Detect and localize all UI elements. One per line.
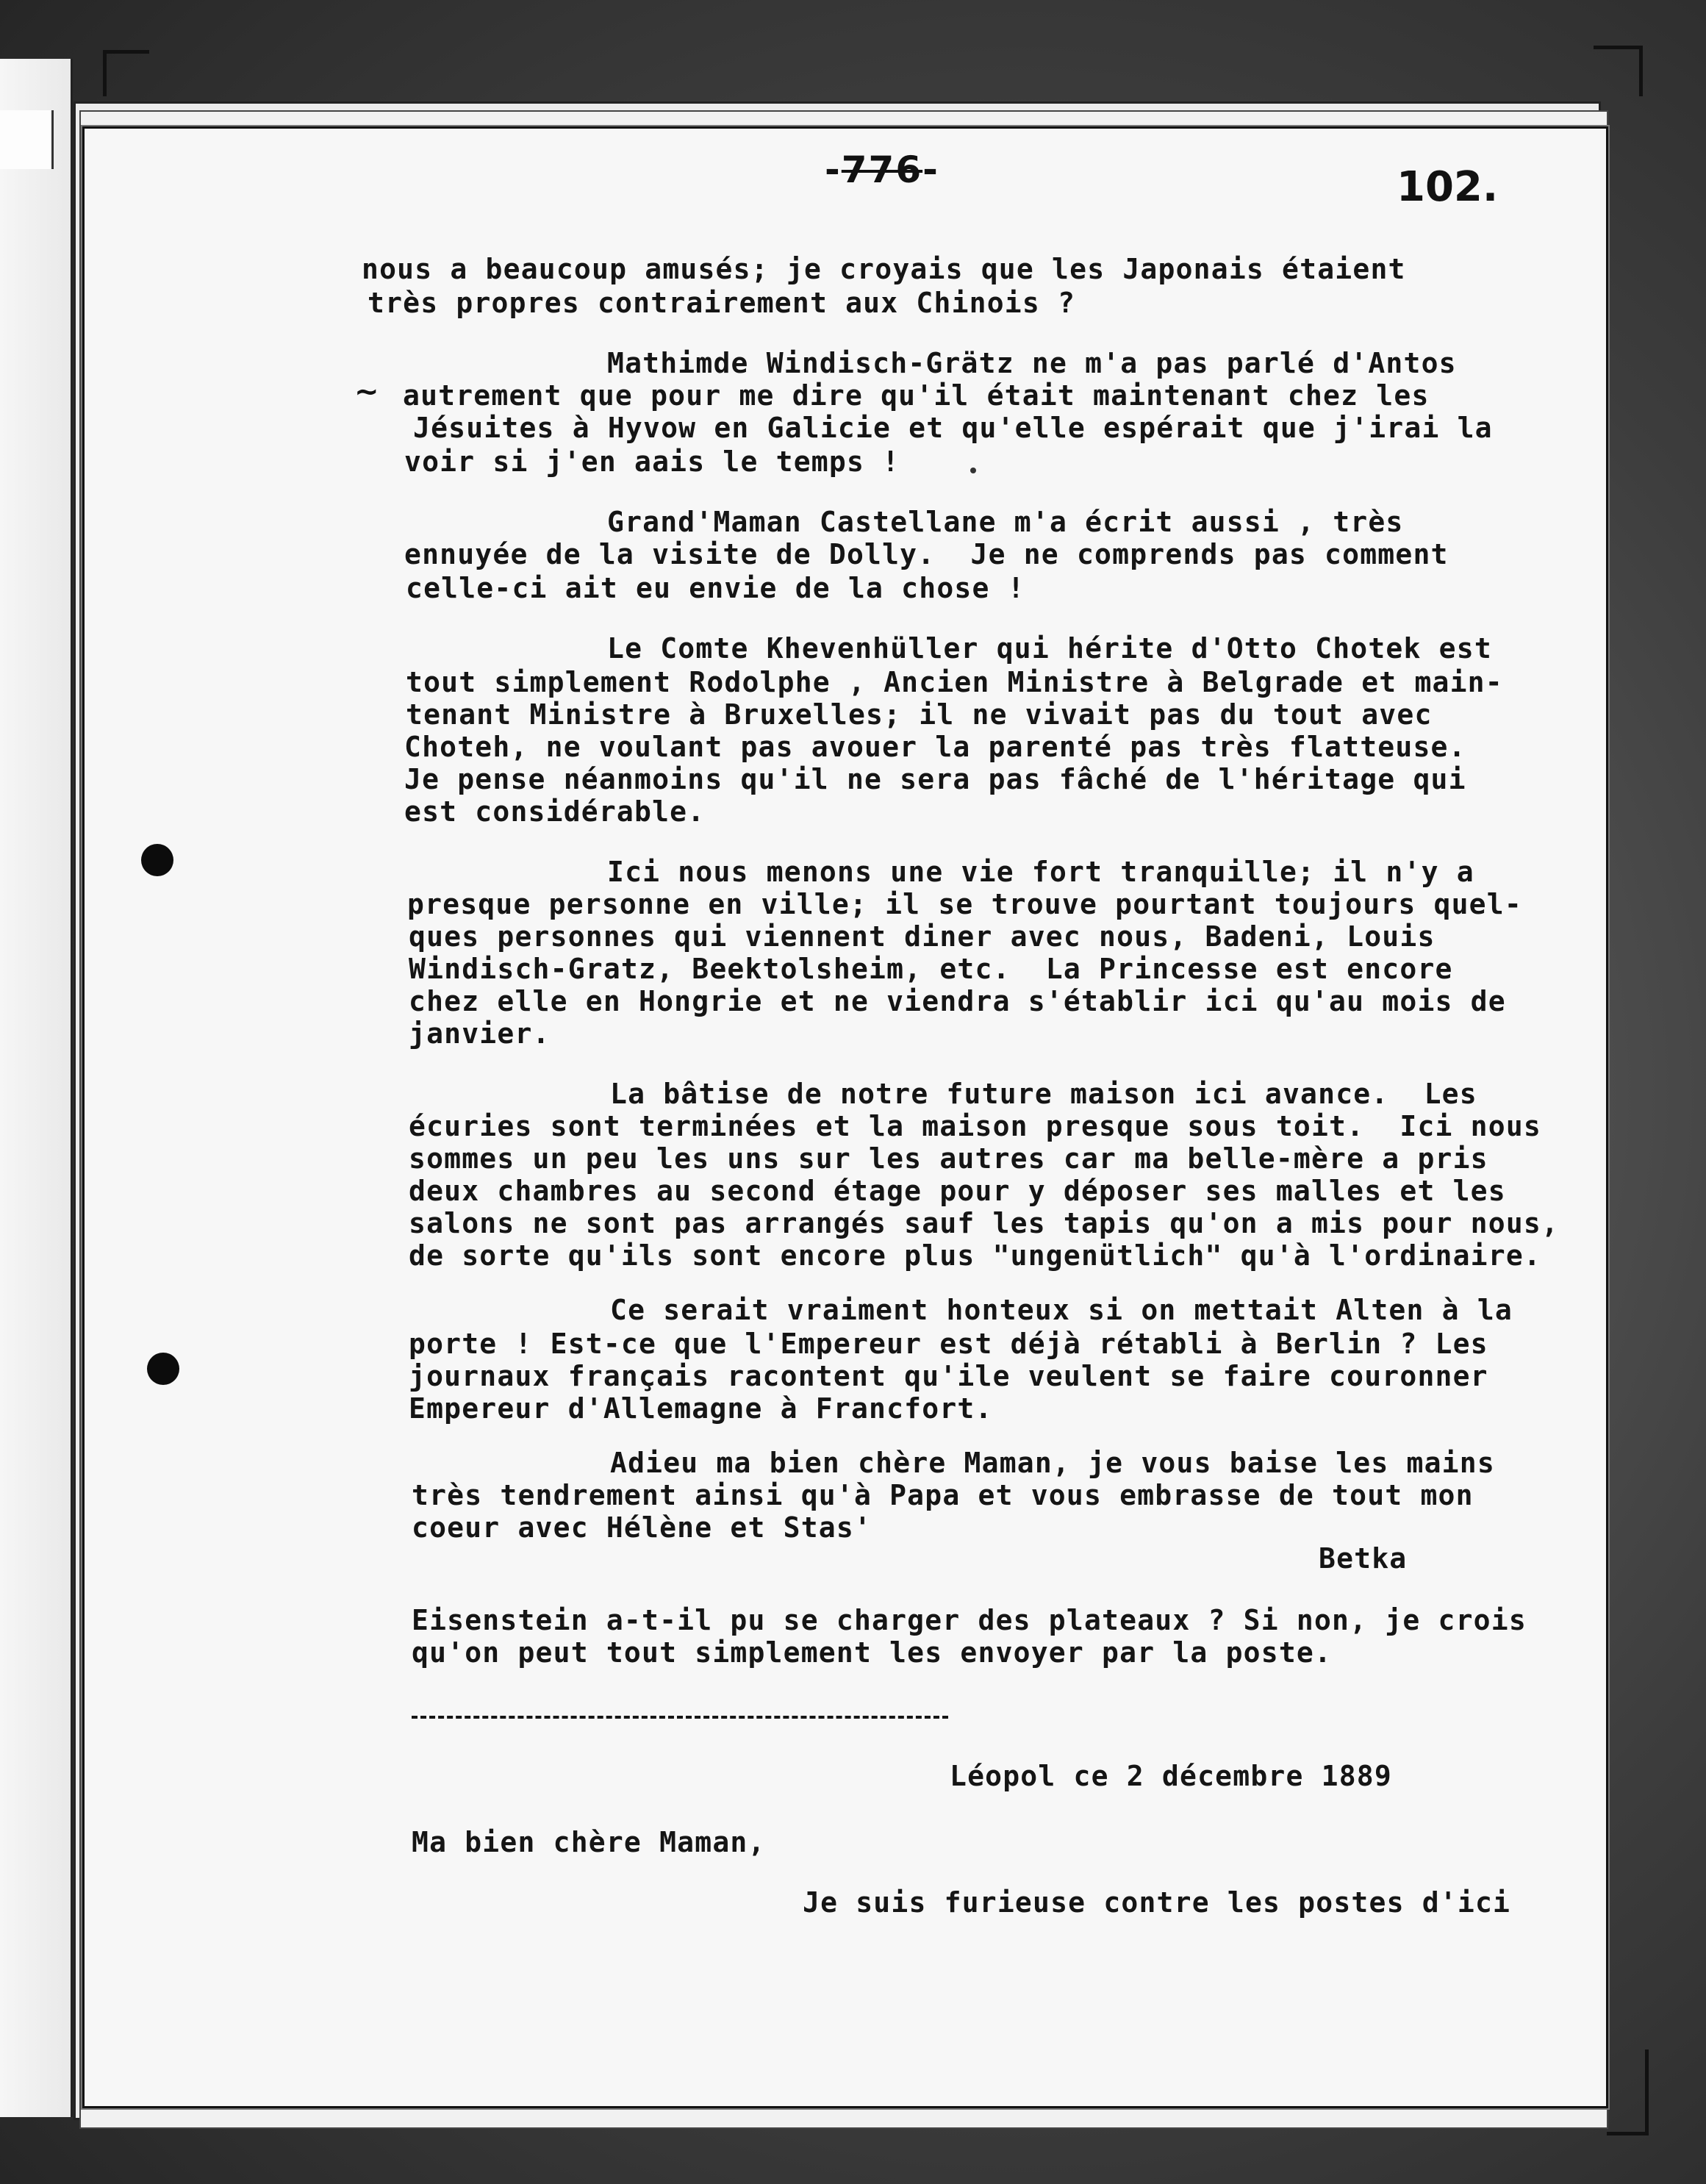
letter-salutation: Ma bien chère Maman, [412,1826,766,1858]
letter-line: Ici nous menons une vie fort tranquille; il n'y a [607,856,1474,888]
letter-line: celle-ci ait eu envie de la chose ! [406,572,1025,604]
letter-line: Jésuites à Hyvow en Galicie et qu'elle espérait que j'irai la [413,412,1493,444]
letter-line: La bâtise de notre future maison ici avance. Les [610,1078,1477,1110]
letter-line: porte ! Est-ce que l'Empereur est déjà rétabli à Berlin ? Les [409,1328,1488,1360]
postscript-line: qu'on peut tout simplement les envoyer par la poste. [412,1636,1333,1669]
crop-mark-bottom-right [1607,2049,1649,2135]
letter-line: ennuyée de la visite de Dolly. Je ne comprends pas comment [404,538,1449,570]
letter-line: presque personne en ville; il se trouve pourtant toujours quel- [407,888,1522,920]
letter-line: coeur avec Hélène et Stas' [412,1511,872,1544]
letter-line: Ce serait vraiment honteux si on mettait Alten à la [610,1294,1513,1326]
letter-line: chez elle en Hongrie et ne viendra s'établir ici qu'au mois de [409,985,1506,1017]
letter-line: autrement que pour me dire qu'il était maintenant chez les [403,379,1430,412]
letter-line: Je suis furieuse contre les postes d'ici [803,1886,1511,1919]
letter-line: Mathimde Windisch-Grätz ne m'a pas parlé d'Antos [607,347,1457,379]
letter-line: voir si j'en aais le temps ! [404,445,900,478]
letter-line: Grand'Maman Castellane m'a écrit aussi , très [607,506,1404,538]
postscript-line: Eisenstein a-t-il pu se charger des plateaux ? Si non, je crois [412,1604,1527,1636]
letter-line: est considérable. [404,795,706,828]
letter-line: deux chambres au second étage pour y déposer ses malles et les [409,1175,1506,1207]
letter-line: écuries sont terminées et la maison presque sous toit. Ici nous [409,1110,1541,1142]
new-page-number: 102. [1397,163,1499,211]
separator-rule [412,1716,948,1719]
signature: Betka [1319,1542,1408,1575]
letter-line: ques personnes qui viennent diner avec nous, Badeni, Louis [409,920,1436,953]
old-page-number: -776- [825,148,939,191]
letter-line: nous a beaucoup amusés; je croyais que les Japonais étaient [362,253,1406,285]
letter-line: tout simplement Rodolphe , Ancien Ministre à Belgrade et main- [406,666,1503,698]
letter-line: Choteh, ne voulant pas avouer la parenté pas très flatteuse. [404,731,1466,763]
letter-line: Adieu ma bien chère Maman, je vous baise les mains [610,1447,1495,1479]
letter-line: de sorte qu'ils sont encore plus "ungenütlich" qu'à l'ordinaire. [409,1239,1541,1272]
punch-hole [141,844,173,876]
letter-line: Le Comte Khevenhüller qui hérite d'Otto Chotek est [607,632,1492,665]
adjacent-page-tab [0,110,54,169]
letter-line: Je pense néanmoins qu'il ne sera pas fâché de l'héritage qui [404,763,1466,795]
letter-line: très tendrement ainsi qu'à Papa et vous embrasse de tout mon [412,1479,1474,1511]
letter-line: tenant Ministre à Bruxelles; il ne vivait pas du tout avec [406,698,1433,731]
margin-mark: ~ [354,375,379,409]
adjacent-page-edge [0,59,73,2117]
letter-line: Empereur d'Allemagne à Francfort. [409,1392,993,1425]
letter-line: sommes un peu les uns sur les autres car ma belle-mère a pris [409,1142,1488,1175]
letter-line: très propres contrairement aux Chinois ? [368,287,1076,319]
letter-line: janvier. [409,1017,551,1050]
ink-dot [970,468,976,473]
punch-hole [147,1353,179,1385]
crop-mark-top-right [1594,46,1643,96]
letter-line: journaux français racontent qu'ile veulent se faire couronner [409,1360,1488,1392]
letter-line: Windisch-Gratz, Beektolsheim, etc. La Princesse est encore [409,953,1453,985]
letter-line: salons ne sont pas arrangés sauf les tapis qu'on a mis pour nous, [409,1207,1560,1239]
letter-date: Léopol ce 2 décembre 1889 [950,1760,1392,1792]
crop-mark-top-left [103,50,149,96]
